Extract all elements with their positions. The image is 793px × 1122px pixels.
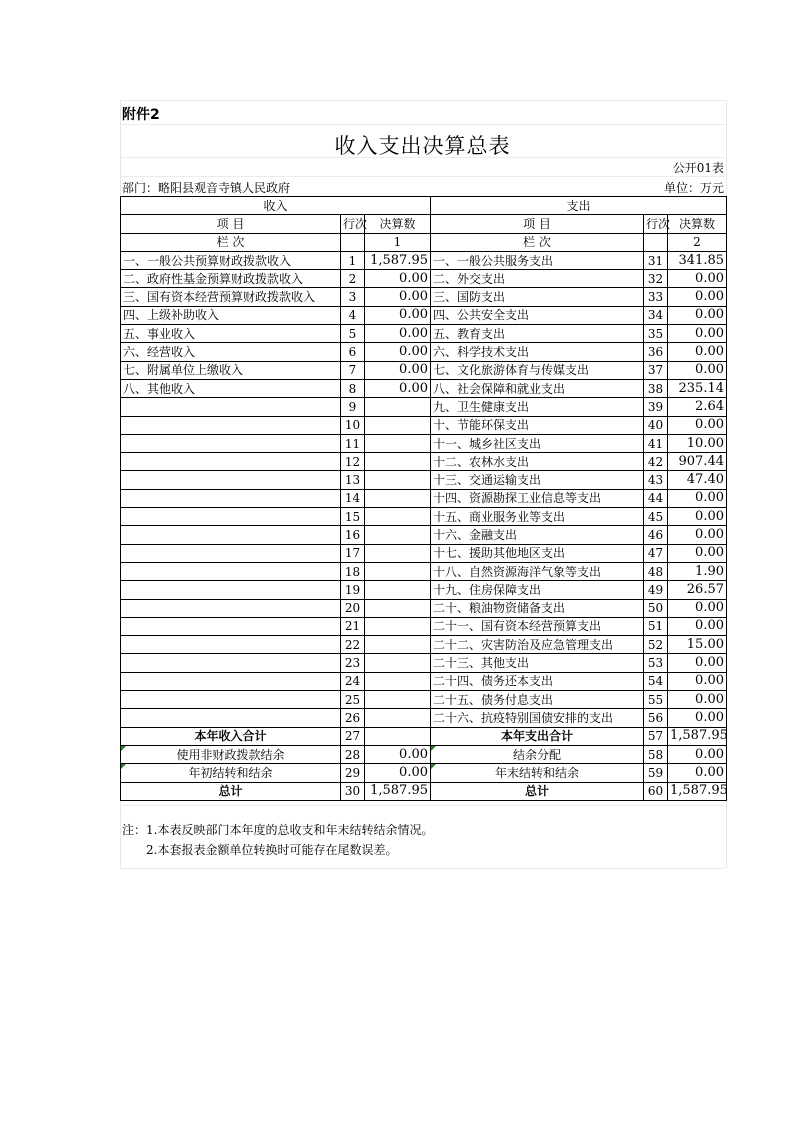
expense-line-header: 行次 [644,215,668,233]
income-line-no: 16 [341,526,365,544]
income-line-no: 11 [341,434,365,452]
table-row [121,562,727,580]
table-header-row [121,215,727,233]
empty-cell [644,233,668,251]
income-line-no: 26 [341,709,365,727]
income-amount [365,434,431,452]
expense-item: 五、教育支出 [431,325,644,343]
expense-item: 十、节能环保支出 [431,416,644,434]
expense-line-no: 55 [644,691,668,709]
notes [122,820,433,860]
gridline [120,124,725,125]
income-amount [365,562,431,580]
table-row [121,636,727,654]
expense-amount: 15.00 [668,636,727,654]
form-number: 公开01表 [672,161,724,175]
income-amount [365,599,431,617]
budget-table [120,196,727,801]
expense-amount: 0.00 [668,508,727,526]
income-line-no: 9 [341,398,365,416]
income-line-no: 7 [341,361,365,379]
expense-summary-item: 总计 [431,782,644,800]
expense-summary-line-no: 60 [644,782,668,800]
table-row [121,581,727,599]
expense-summary-item: 年末结转和结余 [431,764,644,782]
income-item [121,691,341,709]
income-line-no: 1 [341,251,365,269]
expense-line-no: 44 [644,489,668,507]
income-item: 六、经营收入 [121,343,341,361]
summary-row [121,745,727,763]
expense-line-no: 54 [644,672,668,690]
expense-amount: 0.00 [668,691,727,709]
attachment-label: 附件2 [122,107,160,123]
income-line-no: 12 [341,453,365,471]
expense-amount: 0.00 [668,306,727,324]
income-summary-amount: 0.00 [365,745,431,763]
income-amount-header: 决算数 [365,215,431,233]
department-label: 部门：略阳县观音寺镇人民政府 [122,181,291,195]
income-amount: 0.00 [365,306,431,324]
income-item [121,489,341,507]
income-header: 收入 [121,197,431,215]
expense-item: 二十四、债务还本支出 [431,672,644,690]
table-row [121,270,727,288]
expense-item: 十一、城乡社区支出 [431,434,644,452]
income-line-no: 4 [341,306,365,324]
expense-summary-item: 本年支出合计 [431,727,644,745]
income-amount [365,581,431,599]
income-amount: 0.00 [365,288,431,306]
table-row [121,434,727,452]
income-summary-amount: 1,587.95 [365,782,431,800]
expense-amount: 0.00 [668,599,727,617]
expense-line-no: 43 [644,471,668,489]
income-item [121,416,341,434]
income-item [121,471,341,489]
income-line-no: 17 [341,544,365,562]
income-amount [365,636,431,654]
expense-amount: 341.85 [668,251,727,269]
income-amount [365,709,431,727]
expense-amount: 0.00 [668,709,727,727]
expense-amount-header: 决算数 [668,215,727,233]
income-item [121,544,341,562]
table-row [121,526,727,544]
expense-item: 十九、住房保障支出 [431,581,644,599]
expense-line-no: 38 [644,379,668,397]
expense-line-no: 45 [644,508,668,526]
expense-amount: 0.00 [668,343,727,361]
empty-cell [341,233,365,251]
table-row [121,379,727,397]
income-summary-item: 总计 [121,782,341,800]
income-column-number: 1 [365,233,431,251]
expense-item: 四、公共安全支出 [431,306,644,324]
expense-summary-line-no: 58 [644,745,668,763]
income-item-header: 项 目 [121,215,341,233]
income-summary-amount: 0.00 [365,764,431,782]
expense-item: 一、一般公共服务支出 [431,251,644,269]
income-item [121,599,341,617]
income-amount: 0.00 [365,379,431,397]
table-row [121,251,727,269]
expense-line-no: 39 [644,398,668,416]
expense-summary-item: 结余分配 [431,745,644,763]
table-row [121,325,727,343]
expense-amount: 0.00 [668,288,727,306]
table-row [121,453,727,471]
expense-item: 六、科学技术支出 [431,343,644,361]
income-summary-line-no: 30 [341,782,365,800]
income-amount: 0.00 [365,270,431,288]
income-item [121,398,341,416]
expense-column-number: 2 [668,233,727,251]
income-item [121,526,341,544]
expense-amount: 0.00 [668,416,727,434]
income-amount: 0.00 [365,325,431,343]
table-row [121,416,727,434]
income-summary-amount [365,727,431,745]
expense-amount: 0.00 [668,361,727,379]
income-item: 四、上级补助收入 [121,306,341,324]
table-row [121,672,727,690]
income-line-no: 22 [341,636,365,654]
expense-item: 二十二、灾害防治及应急管理支出 [431,636,644,654]
expense-item: 二十六、抗疫特别国债安排的支出 [431,709,644,727]
income-amount [365,416,431,434]
table-row [121,654,727,672]
income-line-no: 8 [341,379,365,397]
income-item: 七、附属单位上缴收入 [121,361,341,379]
table-row [121,288,727,306]
expense-amount: 0.00 [668,654,727,672]
income-amount [365,489,431,507]
expense-summary-line-no: 57 [644,727,668,745]
gridline [120,100,725,101]
income-line-header: 行次 [341,215,365,233]
table-row [121,471,727,489]
expense-amount: 10.00 [668,434,727,452]
page-title: 收入支出决算总表 [334,134,511,158]
income-line-no: 15 [341,508,365,526]
income-line-no: 25 [341,691,365,709]
income-amount [365,471,431,489]
income-item: 五、事业收入 [121,325,341,343]
expense-item: 二十、粮油物资储备支出 [431,599,644,617]
table-row [121,306,727,324]
gridline [120,176,725,177]
expense-line-no: 37 [644,361,668,379]
expense-line-no: 56 [644,709,668,727]
expense-amount: 0.00 [668,672,727,690]
income-line-no: 14 [341,489,365,507]
expense-summary-amount: 1,587.95 [668,782,727,800]
income-line-no: 2 [341,270,365,288]
income-item: 三、国有资本经营预算财政拨款收入 [121,288,341,306]
income-item [121,636,341,654]
income-amount [365,544,431,562]
table-row [121,599,727,617]
expense-header: 支出 [431,197,727,215]
expense-line-no: 33 [644,288,668,306]
expense-summary-line-no: 59 [644,764,668,782]
expense-amount: 26.57 [668,581,727,599]
income-line-no: 13 [341,471,365,489]
table-row [121,361,727,379]
income-summary-item: 使用非财政拨款结余 [121,745,341,763]
expense-item: 二、外交支出 [431,270,644,288]
income-item: 八、其他收入 [121,379,341,397]
income-item [121,672,341,690]
income-line-no: 24 [341,672,365,690]
expense-item: 七、文化旅游体育与传媒支出 [431,361,644,379]
expense-amount: 0.00 [668,489,727,507]
expense-summary-amount: 1,587.95 [668,727,727,745]
income-item [121,434,341,452]
income-line-no: 5 [341,325,365,343]
income-line-no: 20 [341,599,365,617]
expense-line-no: 53 [644,654,668,672]
expense-item: 十三、交通运输支出 [431,471,644,489]
expense-item: 十四、资源勘探工业信息等支出 [431,489,644,507]
expense-line-no: 34 [644,306,668,324]
expense-line-no: 35 [644,325,668,343]
expense-amount: 2.64 [668,398,727,416]
income-summary-line-no: 28 [341,745,365,763]
income-amount: 0.00 [365,361,431,379]
table-header-row [121,197,727,215]
expense-item: 九、卫生健康支出 [431,398,644,416]
income-item [121,508,341,526]
income-line-no: 6 [341,343,365,361]
expense-line-no: 36 [644,343,668,361]
income-amount [365,398,431,416]
table-row [121,691,727,709]
expense-line-no: 51 [644,617,668,635]
income-amount [365,508,431,526]
gridline [120,805,725,806]
income-item [121,562,341,580]
income-amount [365,691,431,709]
unit-label: 单位：万元 [663,181,724,195]
expense-amount: 907.44 [668,453,727,471]
income-summary-item: 年初结转和结余 [121,764,341,782]
expense-amount: 0.00 [668,617,727,635]
expense-line-no: 46 [644,526,668,544]
income-item [121,709,341,727]
income-item [121,581,341,599]
table-row [121,544,727,562]
expense-amount: 235.14 [668,379,727,397]
summary-row [121,764,727,782]
expense-item: 三、国防支出 [431,288,644,306]
income-line-no: 19 [341,581,365,599]
expense-amount: 1.90 [668,562,727,580]
expense-line-no: 32 [644,270,668,288]
note-2: 2.本套报表金额单位转换时可能存在尾数误差。 [146,843,398,857]
expense-line-no: 42 [644,453,668,471]
table-row [121,398,727,416]
expense-item: 二十三、其他支出 [431,654,644,672]
expense-column-label: 栏 次 [431,233,644,251]
expense-line-no: 49 [644,581,668,599]
income-item: 一、一般公共预算财政拨款收入 [121,251,341,269]
table-row [121,617,727,635]
table-row [121,489,727,507]
income-summary-line-no: 29 [341,764,365,782]
expense-item: 二十一、国有资本经营预算支出 [431,617,644,635]
income-amount [365,672,431,690]
income-line-no: 18 [341,562,365,580]
income-amount [365,654,431,672]
income-summary-item: 本年收入合计 [121,727,341,745]
expense-item: 十六、金融支出 [431,526,644,544]
income-column-label: 栏 次 [121,233,341,251]
expense-amount: 0.00 [668,325,727,343]
expense-line-no: 41 [644,434,668,452]
income-line-no: 3 [341,288,365,306]
table-row [121,709,727,727]
income-line-no: 23 [341,654,365,672]
expense-amount: 0.00 [668,270,727,288]
income-amount: 1,587.95 [365,251,431,269]
expense-item: 十二、农林水支出 [431,453,644,471]
summary-row [121,727,727,745]
gridline [120,868,725,869]
expense-item: 十五、商业服务业等支出 [431,508,644,526]
expense-item: 八、社会保障和就业支出 [431,379,644,397]
income-line-no: 21 [341,617,365,635]
income-summary-line-no: 27 [341,727,365,745]
income-amount [365,453,431,471]
income-amount [365,617,431,635]
note-1: 注：1.本表反映部门本年度的总收支和年末结转结余情况。 [122,823,434,837]
income-line-no: 10 [341,416,365,434]
expense-item: 十七、援助其他地区支出 [431,544,644,562]
income-amount [365,526,431,544]
expense-line-no: 50 [644,599,668,617]
table-header-row [121,233,727,251]
expense-line-no: 52 [644,636,668,654]
summary-row [121,782,727,800]
expense-summary-amount: 0.00 [668,764,727,782]
income-item [121,654,341,672]
income-amount: 0.00 [365,343,431,361]
expense-line-no: 48 [644,562,668,580]
table-row [121,508,727,526]
expense-line-no: 47 [644,544,668,562]
income-item [121,453,341,471]
table-row [121,343,727,361]
expense-line-no: 31 [644,251,668,269]
expense-line-no: 40 [644,416,668,434]
expense-amount: 0.00 [668,544,727,562]
expense-amount: 47.40 [668,471,727,489]
expense-item: 十八、自然资源海洋气象等支出 [431,562,644,580]
expense-amount: 0.00 [668,526,727,544]
expense-summary-amount: 0.00 [668,745,727,763]
income-item [121,617,341,635]
expense-item: 二十五、债务付息支出 [431,691,644,709]
income-item: 二、政府性基金预算财政拨款收入 [121,270,341,288]
expense-item-header: 项 目 [431,215,644,233]
